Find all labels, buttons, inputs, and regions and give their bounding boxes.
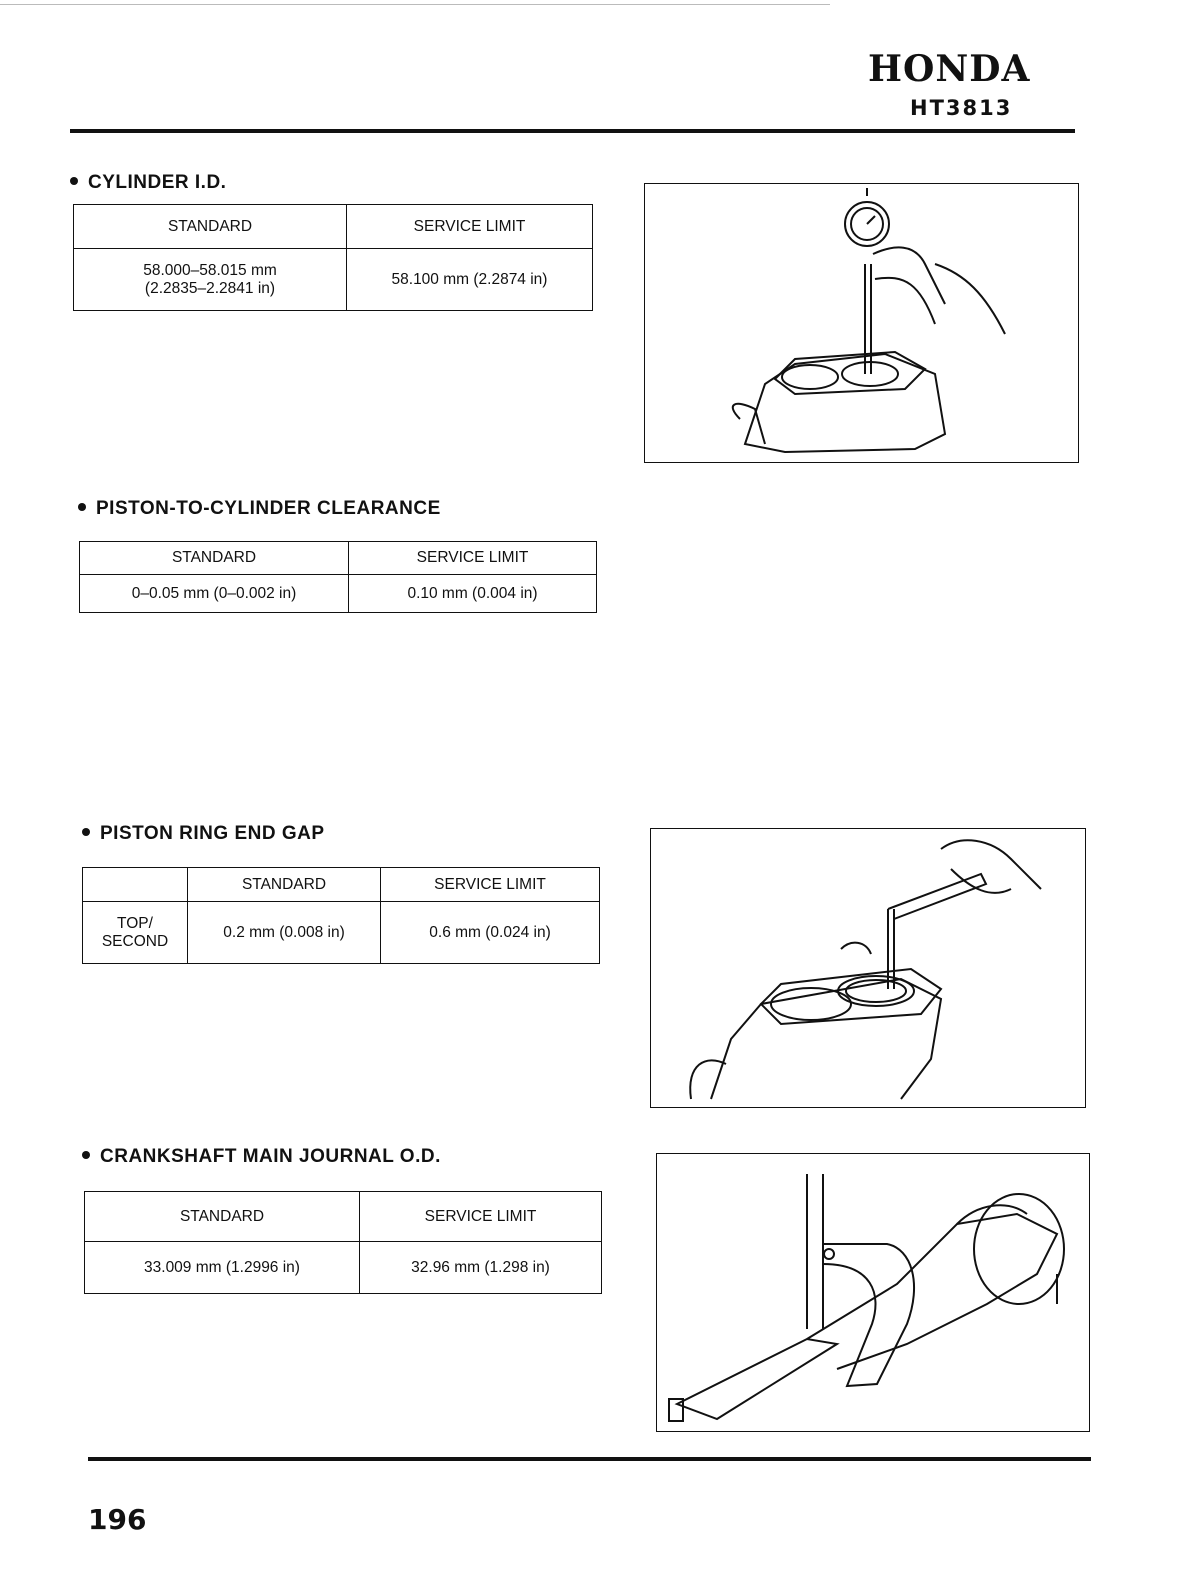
cylinder-bore-gauge-illustration [645,184,1078,462]
figure-ring-end-gap [650,828,1086,1108]
row-label-top: TOP/ [117,914,153,932]
standard-value [74,249,347,311]
piston-clearance-table [79,541,597,613]
bullet-icon [82,1151,90,1159]
section-heading-piston-clearance: PISTON-TO-CYLINDER CLEARANCE [78,498,441,520]
model-number: HT3813 [910,96,1013,120]
row-label [83,902,188,964]
section-heading-crankshaft-journal: CRANKSHAFT MAIN JOURNAL O.D. [82,1146,441,1168]
figure-crankshaft-micrometer [656,1153,1090,1432]
section-heading-cylinder-id: CYLINDER I.D. [70,172,226,194]
micrometer-crankshaft-illustration [657,1154,1089,1431]
service-limit-value: 0.10 mm (0.004 in) [349,575,597,613]
standard-value-imperial: (2.2835–2.2841 in) [144,279,276,297]
bullet-icon [82,828,90,836]
feeler-gauge-illustration [651,829,1085,1107]
section-heading-ring-end-gap: PISTON RING END GAP [82,823,325,845]
crankshaft-journal-table [84,1191,602,1294]
column-header-standard: STANDARD [188,868,381,902]
column-header-service-limit: SERVICE LIMIT [360,1192,602,1242]
empty-header-cell [83,868,188,902]
figure-cylinder-gauge [644,183,1079,463]
standard-value-metric: 58.000–58.015 mm [143,261,277,279]
column-header-service-limit: SERVICE LIMIT [381,868,600,902]
service-limit-value: 32.96 mm (1.298 in) [360,1242,602,1294]
standard-value: 0.2 mm (0.008 in) [188,902,381,964]
service-limit-value: 58.100 mm (2.2874 in) [347,249,593,311]
footer-rule [88,1457,1091,1461]
bullet-icon [70,177,78,185]
standard-value: 33.009 mm (1.2996 in) [85,1242,360,1294]
header-rule [70,129,1075,133]
brand-logo: HONDA [868,48,1031,90]
bullet-icon [78,503,86,511]
ring-end-gap-table [82,867,600,964]
row-label-second: SECOND [101,932,169,950]
column-header-standard: STANDARD [80,542,349,575]
column-header-standard: STANDARD [85,1192,360,1242]
page-number: 196 [88,1503,147,1536]
column-header-service-limit: SERVICE LIMIT [349,542,597,575]
column-header-service-limit: SERVICE LIMIT [347,205,593,249]
top-scan-line [0,4,830,5]
column-header-standard: STANDARD [74,205,347,249]
service-limit-value: 0.6 mm (0.024 in) [381,902,600,964]
standard-value: 0–0.05 mm (0–0.002 in) [80,575,349,613]
cylinder-id-table [73,204,593,311]
